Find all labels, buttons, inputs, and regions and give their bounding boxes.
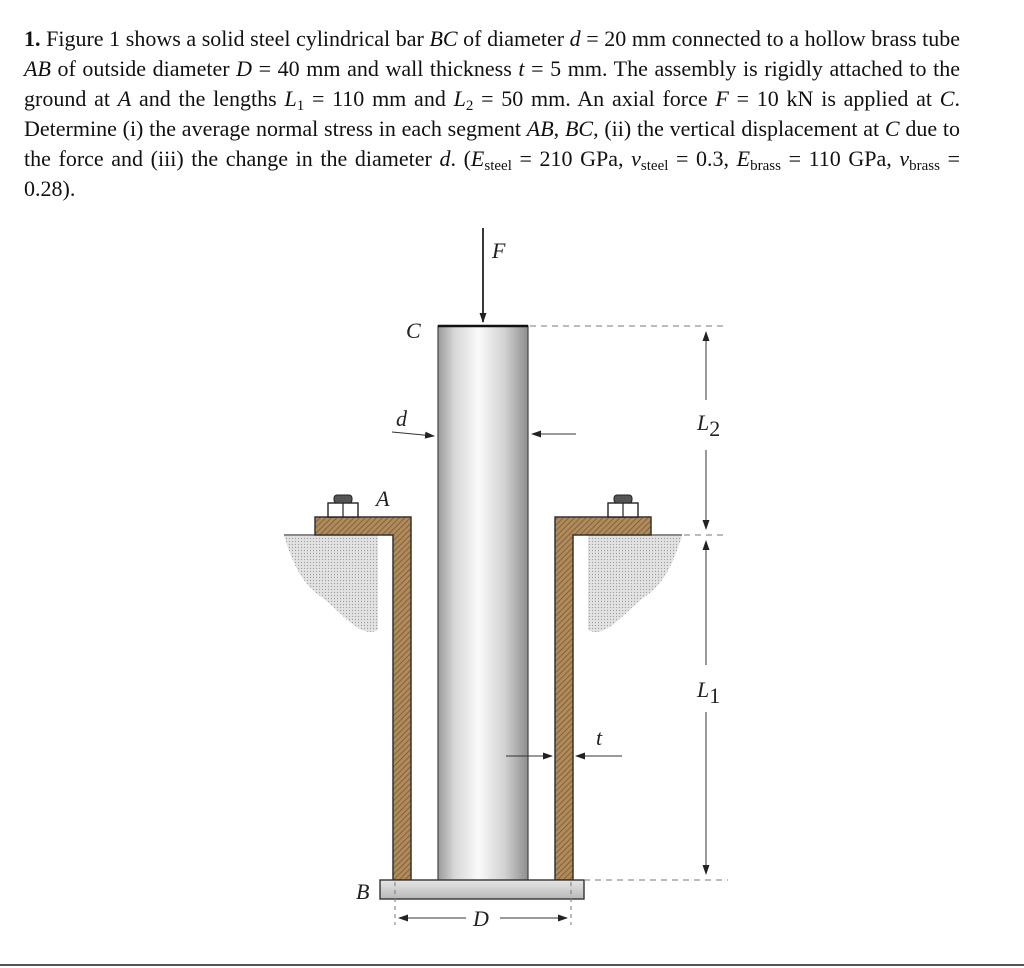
label-t: t — [596, 725, 603, 750]
label-C: C — [406, 318, 421, 343]
var-L1: L — [284, 86, 297, 111]
label-L1-main: L — [697, 677, 710, 702]
var-nu-steel: ν — [631, 146, 641, 171]
sub-steel: steel — [640, 158, 669, 174]
text-run: = 110 mm and — [304, 86, 454, 111]
var-d: d — [569, 26, 581, 51]
var-L2: L — [453, 86, 466, 111]
label-F: F — [492, 238, 506, 263]
ground-left — [284, 536, 378, 632]
sub-2: 2 — [465, 98, 474, 114]
label-A: A — [376, 486, 390, 511]
sub-brass: brass — [750, 158, 781, 174]
sub-brass: brass — [909, 158, 940, 174]
label-L1 — [696, 677, 720, 708]
text-run: . Determine (i) the average normal stress in each segment — [24, 86, 960, 141]
text-run: , — [553, 116, 565, 141]
text-run: = 0.28). — [24, 146, 961, 201]
label-L2 — [696, 410, 720, 441]
label-L2-main: L — [697, 410, 710, 435]
bolt-right — [608, 495, 638, 517]
label-B: B — [356, 879, 370, 904]
var-AB: AB — [24, 56, 51, 81]
var-E-steel: E — [470, 146, 485, 171]
text-run: . ( — [450, 146, 471, 171]
var-F: F — [715, 86, 729, 111]
base-plate-B — [380, 880, 584, 899]
label-L1-sub: 1 — [709, 683, 721, 708]
var-BC: BC — [564, 116, 594, 141]
var-A: A — [117, 86, 132, 111]
bottom-rule — [0, 964, 1024, 966]
sub-steel: steel — [484, 158, 512, 174]
var-d: d — [439, 146, 451, 171]
text-run: and the lengths — [131, 86, 285, 111]
var-C: C — [939, 86, 955, 111]
var-BC: BC — [429, 26, 458, 51]
var-C: C — [884, 116, 900, 141]
label-d: d — [396, 406, 407, 431]
text-run: Figure 1 shows a solid steel cylindrical bar — [46, 26, 430, 51]
text-run: , (ii) the vertical displacement at — [593, 116, 885, 141]
text-run: = 210 GPa, — [511, 146, 632, 171]
problem-number: 1. — [24, 26, 41, 51]
label-L2-sub: 2 — [709, 416, 721, 441]
var-AB: AB — [526, 116, 554, 141]
text-run: due to the force and (iii) the change in the diameter — [24, 116, 960, 171]
text-run: = 20 mm connected to a hollow brass tube — [580, 26, 960, 51]
ground-right — [588, 536, 682, 632]
text-run: of outside diameter — [50, 56, 237, 81]
var-E-brass: E — [736, 146, 751, 171]
steel-bar-BC — [438, 326, 528, 882]
text-run: of diameter — [457, 26, 570, 51]
text-run: = 40 mm and wall thickness — [252, 56, 519, 81]
label-D: D — [473, 906, 489, 931]
text-run: = 0.3, — [668, 146, 737, 171]
var-t: t — [518, 56, 525, 81]
var-nu-brass: ν — [899, 146, 910, 171]
dim-d-left — [392, 432, 434, 436]
text-run: = 110 GPa, — [780, 146, 900, 171]
text-run: = 50 mm. An axial force — [473, 86, 716, 111]
text-run: = 5 mm. The assembly is rigidly attached to the ground at — [24, 56, 960, 111]
sub-1: 1 — [296, 98, 305, 114]
text-run: = 10 kN is applied at — [728, 86, 940, 111]
bolt-left — [328, 495, 358, 517]
var-D: D — [236, 56, 253, 81]
